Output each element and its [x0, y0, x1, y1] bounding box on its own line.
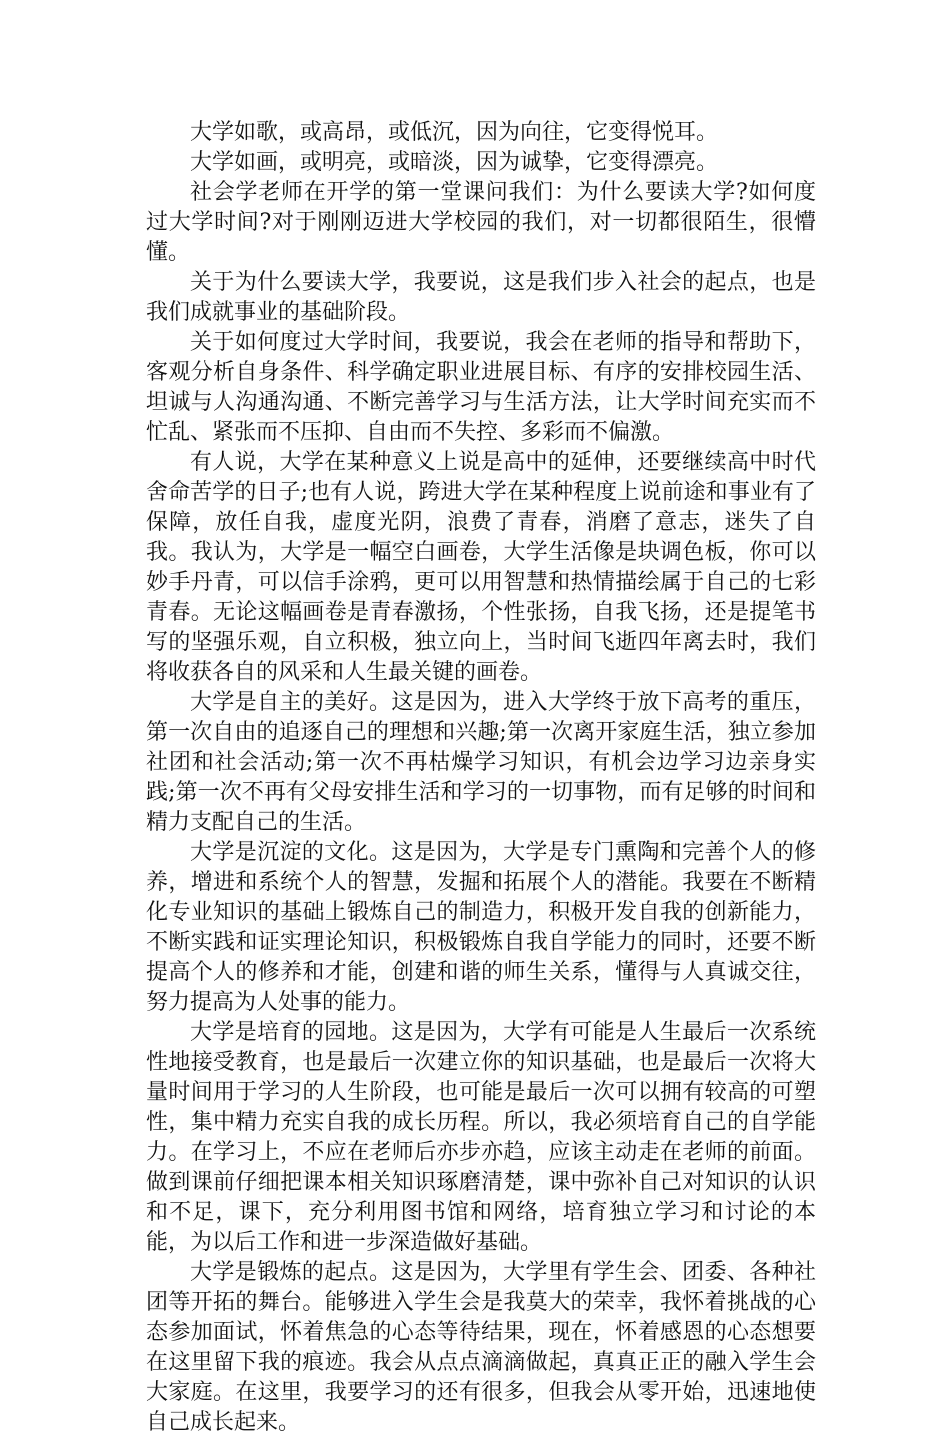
paragraph-5: 关于如何度过大学时间，我要说，我会在老师的指导和帮助下，客观分析自身条件、科学确定职业进展目标、有序的安排校园生活、坦诚与人沟通沟通、不断完善学习与生活方法，让大学时间充实而不忙乱、紧张而不压抑、自由而不失控、多彩而不偏激。 — [146, 330, 816, 445]
paragraph-8: 大学是沉淀的文化。这是因为，大学是专门熏陶和完善个人的修养，增进和系统个人的智慧，发掘和拓展个人的潜能。我要在不断精化专业知识的基础上锻炼自己的制造力，积极开发自我的创新能力，不断实践和证实理论知识，积极锻炼自我自学能力的同时，还要不断提高个人的修养和才能，创建和谐的师生关系，懂得与人真诚交往，努力提高为人处事的能力。 — [146, 840, 816, 1015]
paragraph-2: 大学如画，或明亮，或暗淡，因为诚挚，它变得漂亮。 — [190, 150, 719, 175]
paragraph-1: 大学如歌，或高昂，或低沉，因为向往，它变得悦耳。 — [190, 120, 719, 145]
paragraph-9: 大学是培育的园地。这是因为，大学有可能是人生最后一次系统性地接受教育，也是最后一次建立你的知识基础，也是最后一次将大量时间用于学习的人生阶段，也可能是最后一次可以拥有较高的可塑性，集中精力充实自我的成长历程。所以，我必须培育自己的自学能力。在学习上，不应在老师后亦步亦趋，应该主动走在老师的前面。做到课前仔细把课本相关知识琢磨清楚，课中弥补自己对知识的认识和不足，课下，充分利用图书馆和网络，培育独立学习和讨论的本能，为以后工作和进一步深造做好基础。 — [146, 1020, 816, 1255]
paragraph-7: 大学是自主的美好。这是因为，进入大学终于放下高考的重压，第一次自由的追逐自己的理想和兴趣;第一次离开家庭生活，独立参加社团和社会活动;第一次不再枯燥学习知识，有机会边学习边亲身实践;第一次不再有父母安排生活和学习的一切事物，而有足够的时间和精力支配自己的生活。 — [146, 690, 816, 835]
document-body — [146, 118, 816, 1438]
paragraph-4: 关于为什么要读大学，我要说，这是我们步入社会的起点，也是我们成就事业的基础阶段。 — [146, 270, 816, 325]
paragraph-10: 大学是锻炼的起点。这是因为，大学里有学生会、团委、各种社团等开拓的舞台。能够进入学生会是我莫大的荣幸，我怀着挑战的心态参加面试，怀着焦急的心态等待结果，现在，怀着感恩的心态想要在这里留下我的痕迹。我会从点点滴滴做起，真真正正的融入学生会大家庭。在这里，我要学习的还有很多，但我会从零开始，迅速地使自己成长起来。 — [146, 1260, 816, 1435]
paragraph-6: 有人说，大学在某种意义上说是高中的延伸，还要继续高中时代舍命苦学的日子;也有人说，跨进大学在某种程度上说前途和事业有了保障，放任自我，虚度光阴，浪费了青春，消磨了意志，迷失了自我。我认为，大学是一幅空白画卷，大学生活像是块调色板，你可以妙手丹青，可以信手涂鸦，更可以用智慧和热情描绘属于自己的七彩青春。无论这幅画卷是青春激扬，个性张扬，自我飞扬，还是提笔书写的坚强乐观，自立积极，独立向上，当时间飞逝四年离去时，我们将收获各自的风采和人生最关键的画卷。 — [146, 450, 816, 685]
paragraph-3: 社会学老师在开学的第一堂课问我们：为什么要读大学?如何度过大学时间?对于刚刚迈进大学校园的我们，对一切都很陌生，很懵懂。 — [146, 180, 816, 265]
